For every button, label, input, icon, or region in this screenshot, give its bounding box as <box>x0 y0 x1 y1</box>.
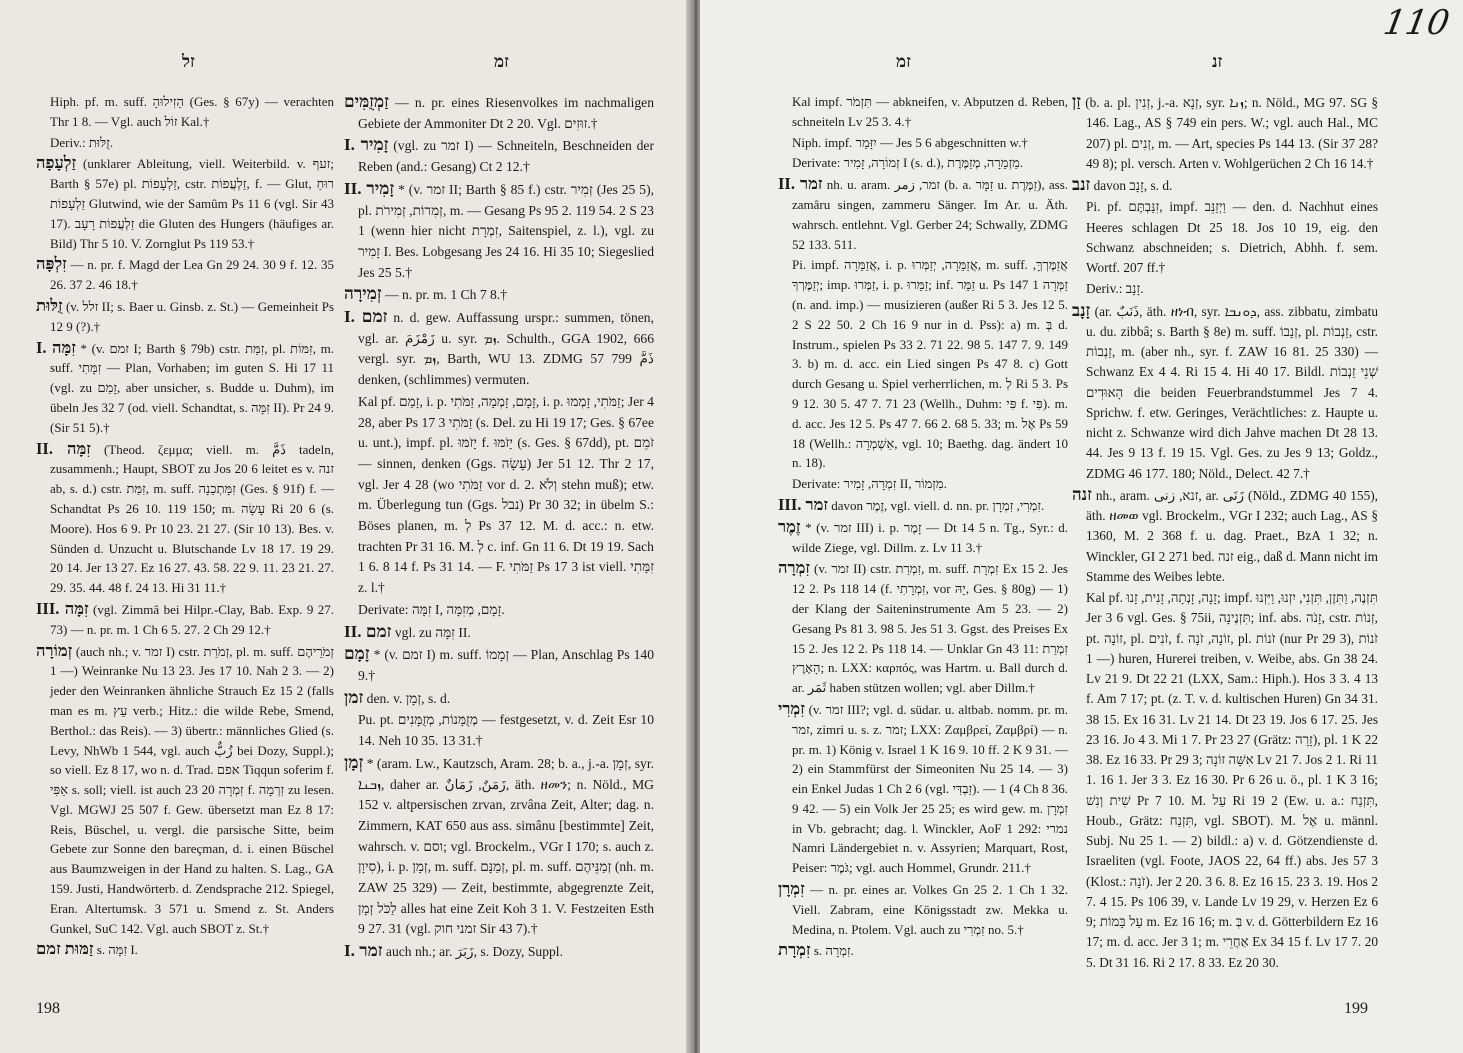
dictionary-entry <box>778 558 1068 698</box>
right-col-a <box>778 92 1068 962</box>
dictionary-entry <box>36 641 334 939</box>
dictionary-entry <box>344 710 654 751</box>
dictionary-entry <box>344 600 654 621</box>
entry-headword: III. זִמָּה <box>36 598 89 618</box>
entry-headword: זנה <box>1072 484 1092 504</box>
dictionary-entry <box>344 392 654 599</box>
dictionary-entry <box>778 495 1068 516</box>
entry-headword: II. זִמָּה <box>36 438 91 458</box>
entry-text: (v. זלל II; s. Baer u. Ginsb. z. St.) — Gemeinheit Ps 12 9 (?).† <box>50 298 335 334</box>
dictionary-entry <box>1072 92 1378 174</box>
dictionary-entry <box>344 135 654 177</box>
entry-text: Kal pf. זָנָה, זָנְתָה, זָנִית, זָנוּ; impf. תִּזְנֶה, וַתִּזֶן, תִּזְנִי, יִזְנוּ, וַיִּזְנוּ Jer 3 6 vgl. Ges. § 75ii, תִּזְנֶינָה; inf. abs. זָנֹה, cstr. זְנוֹת, pt. זוֹנָה, pl. זֹנִים, f. זוֹנָה, זֹנָה, pl. זֹנוֹת (nur Pr 29 3), זֹנוֹת — 1) huren, Hurerei treiben, v. Weibe, abs. Gn 38 24. Lv 21 9. Dt 22 21 (LXX, Sam.: Hiph.). Hos 3 3. 4 13 f. Am 7 17; pt. (z. T. v. d. kultischen Huren) Gn 34 31. 38 15. Ex 16 31. Lv 21 14. Dt 23 19. Jos 6 17. 25. Jes 23 16. Jo 4 3. Mi 1 7. Pr 23 27 (Grätz: זָרָה), pl. 1 K 22 38. Ez 16 33. Pr 29 3; אִשָּׁה זוֹנָה Lv 21 7. Jos 2 1. Ri 11 1. 16 1. Jer 3 3. Ez 16 30. Pr 6 26 u. ö., pl. 1 K 3 16; שִׁית וְנִשׁ Pr 7 10. M. עַל Ri 19 2 (Ew. u. a.: תִּזְנַח, Houb., Grätz: תִּזְנַח, vgl. SBOT). M. אֶל u. männl. Subj. Nu 25 1. — 2) bildl.: a) v. d. Götzendienste d. Israeliten (vgl. Foote, JAOS 22, 64 ff.) abs. Jes 57 3 (Klost.: זֹנָה). Jer 2 20. 3 6. 8. Ez 16 15. 23 3. 19. Hos 2 7. 4 15. Ps 106 39, v. Lande Lv 19 29, v. Herzen Ez 6 9; עַל בָּמוֹת m. Ez 16 16; m. בְּ v. d. Götterbildern Ez 16 17; m. d. acc. Jer 3 1; m. אַחֲרֵי Ex 34 15 f. Lv 17 7. 20 5. Dt 31 16. Ri 2 17. 8 33. Ez 20 30. <box>1086 590 1379 970</box>
entry-headword: זָמָם <box>344 644 370 664</box>
left-page-number: 198 <box>36 1000 60 1017</box>
handwritten-page-number: 110 <box>1380 3 1453 43</box>
entry-text: s. זִמְרָה. <box>813 943 854 959</box>
dictionary-entry <box>36 92 334 132</box>
dictionary-entry <box>36 439 334 598</box>
entry-text: auch nh.; ar. زَبَرَ, s. Dozy, Suppl. <box>385 944 563 960</box>
dictionary-entry <box>778 879 1068 939</box>
entry-text: Hiph. pf. m. suff. הֵזִילוּהָ (Ges. § 67y) — verachten Thr 1 8. — Vgl. auch זוֹל Kal.† <box>50 94 334 129</box>
entry-text: — n. pr. f. Magd der Lea Gn 29 24. 30 9 f. 12. 35 26. 37 2. 46 18.† <box>50 257 334 293</box>
dictionary-entry <box>1072 301 1378 484</box>
entry-text: * (v. זמר III) i. p. זָמֶר — Dt 14 5 n. Tg., Syr.: d. wilde Ziege, vgl. Dillm. z. Lv 11 3.† <box>792 519 1068 555</box>
entry-headword: I. זָמִיר <box>344 135 389 155</box>
entry-text: Derivate: זִמָּה I, זָמָם, מְזִמָּה. <box>358 601 505 617</box>
entry-headword: זנב <box>1072 175 1091 194</box>
entry-headword: זִמְרִי <box>778 698 805 718</box>
entry-text: (vgl. zu זמר I) — Schneiteln, Beschneiden der Reben (and.: Gesang) Ct 2 12.† <box>358 138 654 175</box>
entry-text: Deriv.: זָנָב. <box>1086 281 1144 297</box>
dictionary-entry <box>1072 485 1378 587</box>
entry-headword: I. זמם <box>344 307 388 327</box>
dictionary-entry <box>778 474 1068 494</box>
entry-headword: זַן <box>1072 92 1081 111</box>
entry-headword: זָנָב <box>1072 300 1091 320</box>
dictionary-entry <box>778 699 1068 878</box>
dictionary-entry <box>344 622 654 644</box>
dictionary-entry <box>778 174 1068 254</box>
left-page-header-right: זמ <box>494 52 509 72</box>
entry-headword: זֻלּוּת <box>36 295 63 315</box>
entry-text: s. זִמָּה I. <box>96 942 138 958</box>
dictionary-entry <box>36 254 334 295</box>
entry-text: (v. זמר III?; vgl. d. südar. u. altbab. nomm. pr. m. זמר, zimri u. s. z. זמר; LXX: Ζαμβρεί, Ζαμβρί) — n. pr. m. 1) König v. Israel 1 K 16 9. 10 ff. 2 K 9 31. — 2) ein Stammfürst der Simeoniten Nu 25 14. — 3) ein Enkel Judas 1 Ch 2 6 (vgl. זַבְדִּי). — 4) 1 Ch 8 36. 9 42. — 5) ein Volk Jer 25 25; es wird gew. m. זִמְרָן in Vb. gebracht; dag. l. Winckler, AoF 1 292: נמרי Namri Ländergebiet n. v. Assyrien; Marquart, Rost, Peiser: גֹּמֶר; vgl. auch Hommel, Grundr. 211.† <box>792 701 1069 876</box>
dictionary-entry <box>778 133 1068 153</box>
left-page-header-left: זל <box>182 52 195 72</box>
entry-text: Kal pf. זָמַם, i. p. זָמָם, זָמְמָה, זַמֹּתִי, i. p. זַמֹּתִי, זָמְמוּ; Jer 4 28, aber Ps 17 3 זַמֹּתִי (s. Del. zu Hi 19 17; Ges. § 67ee u. unt.), impf. pl. יָזֹמּוּ f. יָזֹמּוּ (s. Ges. § 67dd), pt. זֹמֵם — sinnen, denken (Ggs. עָשָׂה) Jer 51 12. Thr 2 17, vgl. Jer 4 28 (wo זַמֹּתִי vor d. 2. וְלֹא stehn muß); etw. m. Überlegung tun (Ggs. נבל) Pr 30 32; in übelm S.: Böses planen, m. לְ Ps 37 12. M. d. acc.: n. etw. trachten Pr 31 16. M. לְ c. inf. Gn 11 6. Dt 19 19. Sach 1 6. 8 14 f. Ps 31 14. — F. זַמֹּתִי Ps 17 3 ist viell. זִמָּתִי z. l.† <box>358 393 655 596</box>
entry-text: Pi. impf. אֲזַמֵּרָה, i. p. אֲזַמֵּרָה, יְזַמְּרוּ, m. suff. אֲזַמֶּרְךָּ, יְזַמֶּרְךָ; imp. זַמְּרוּ, i. p. זַמֵּרוּ; inf. זַמֵּר u. Ps 147 1 זַמְּרָה (n. and. imp.) — musizieren (außer Ri 5 3. Jes 12 5. 2 S 22 50. 2 Ch 16 9 nur in d. Pss): a) m. בְּ d. Instrum., spielen Ps 33 2. 71 22. 98 5. 147 7. 9. 149 3. b) m. d. acc. ein Lied singen Ps 47 8. c) Gott durch Gesang u. Spiel verherrlichen, m. לְ Ri 5 3. Ps 9 12. 30 5. 47 7. 71 23 (Wellh., Duhm: פִּי f. פִּי). m. d. acc. Jes 12 5. Ps 47 7. 66 2. 68 5. 33; m. אֶל Ps 59 18 (Wellh.: אַשְׁמְרָה, vgl. 10; Baethg. dag. ändert 10 n. 18). <box>792 257 1069 471</box>
dictionary-entry <box>344 92 654 134</box>
dictionary-entry <box>36 939 334 960</box>
dictionary-entry <box>36 338 334 438</box>
dictionary-entry <box>778 255 1068 473</box>
entry-text: n. d. gew. Auffassung urspr.: summen, tönen, vgl. ar. زَمْزَمَ u. syr. ܙܡ. Schulth., GGA 1902, 666 vergl. syr. ܙܡ, Barth, WU 13. ZDMG 57 799 ذَمَّ denken, (schlimmes) vermuten. <box>358 310 654 388</box>
dictionary-entry <box>1072 279 1378 299</box>
entry-text: (auch nh.; v. זמר I) cstr. זְמֹרַת, pl. m. suff. זְמֹרֵיהֶם — 1) Weinranke Nu 13 23. Jes 17 10. Nah 2 3. — 2) jeder den Weinranken ähnliche Strauch Ez 15 2 (falls man es m. עֵץ verb.; Hitz.: die wilde Rebe, Smend, Berthol.: das Reis). — 3) übertr.: männliches Glied (s. Levy, NhWb 1 544, vgl. auch زُبٌّ bei Dozy, Suppl.); so viell. Ez 8 17, wo n. d. Trad. אפם Tiqqun soferim f. אַפִּי s. soll; viell. ist auch 23 20 זִמְרָה f. זִרְמָה zu lesen. Vgl. MGWJ 25 507 f. Gew. übersetzt man Ez 8 17: Reis, Büschel, u. vergl. die parsische Sitte, beim Gebete zur Sonne den bareçman, d. i. einen Büschel aus Baumzweigen in der Hand zu halten. S. Lag., GA 159. Justi, Handwörterb. d. Zendsprache 212. Spiegel, Eran. Altertumsk. 3 571 u. Smend z. St. Anders Gunkel, SuC 142. Vgl. auch SBOT z. St.† <box>50 643 334 936</box>
dictionary-entry <box>778 153 1068 173</box>
dictionary-entry <box>36 599 334 640</box>
dictionary-entry <box>344 307 654 391</box>
entry-headword: I. זמר <box>344 941 383 961</box>
right-page-header-left: זמ <box>896 52 911 72</box>
left-col-a <box>36 92 334 961</box>
entry-headword: זְמוֹרָה <box>36 640 73 660</box>
dictionary-entry <box>778 517 1068 558</box>
entry-text: — n. pr. eines Riesenvolkes im nachmaligen Gebiete der Ammoniter Dt 2 20. Vgl. זוּזִים.† <box>358 95 654 131</box>
entry-text: Derivate: זִמְרָה, זָמִיר II, מִזְמוֹר. <box>792 476 947 492</box>
entry-text: davon זָנָב, s. d. <box>1093 178 1173 193</box>
left-page <box>0 0 693 1053</box>
dictionary-entry <box>344 179 654 284</box>
dictionary-entry <box>1072 197 1378 278</box>
right-page <box>700 0 1463 1053</box>
entry-headword: זַמּוּת זמם <box>36 939 94 959</box>
entry-text: — n. pr. eines ar. Volkes Gn 25 2. 1 Ch 1 32. Viell. Zabram, eine Königsstadt zw. Mekka u. Medina, n. Ptolem. Vgl. auch zu זִמְרִי no. 5.† <box>792 882 1068 937</box>
entry-headword: III. זמר <box>778 494 829 514</box>
left-col-b <box>344 92 654 964</box>
dictionary-entry <box>778 92 1068 132</box>
entry-text: davon זֶמֶר, vgl. viell. d. nn. pr. זִמְרִי, זִמְרָן. <box>831 497 1045 513</box>
entry-headword: II. זמר <box>778 174 823 194</box>
dictionary-entry <box>344 941 654 963</box>
entry-headword: I. זִמָּה <box>36 337 76 357</box>
entry-text: * (aram. Lw., Kautzsch, Aram. 28; b. a., j.-a. זְמָן, syr. ܙܒܢܐ, daher ar. زَمَنٌ, زَمَانٌ, äth. ዘመን; n. Nöld., MG 152 v. altpersischen zrvan, zrvâna Zeit, Alter; dag. n. Zimmern, KAT 650 aus ass. simânu [bestimmte] Zeit, wahrsch. v. וסם; vgl. Brockelm., VGr I 170; s. auch z. סִיוָן), i. p. זְמָן, m. suff. זְמַנָּם, pl. m. suff. זְמַנֵּיהֶם (nh. m. ZAW 25 329) — Zeit, bestimmte, abgegrenzte Zeit, לַכֹּל זְמָן alles hat eine Zeit Koh 3 1. V. Festzeiten Esth 9 27. 31 (vgl. זמני חוק Sir 43 7).† <box>358 755 655 937</box>
dictionary-entry <box>344 753 654 940</box>
dictionary-entry <box>1072 175 1378 196</box>
dictionary-entry <box>344 284 654 306</box>
entry-headword: זַלְעָפָה <box>36 153 77 173</box>
entry-text: (b. a. pl. זְנִין, j.-a. זְנָא, syr. ܙܢܐ; n. Nöld., MG 97. SG § 146. Lag., AS § 749 ein pers. W.; vgl. auch Hal., MC 207) pl. זְנִים, m. — Art, species Ps 144 13. (Sir 37 28? 49 8); pl. versch. Arten v. Wohlgerüchen 2 Ch 16 14.† <box>1085 95 1378 171</box>
right-col-b <box>1072 92 1378 974</box>
entry-text: — n. pr. m. 1 Ch 7 8.† <box>385 287 508 303</box>
entry-text: Pi. pf. זִנַּבְתֶּם, impf. וַיְזַנֵּב — den. d. Nachhut eines Heeres schlagen Dt 25 18. Jos 10 19, eig. den Schwanz abschneiden; s. Dietrich, Abhh. f. sem. Wortf. 207 ff.† <box>1086 199 1378 275</box>
entry-text: nh. u. aram. זמר, زمر (b. a. זַמָּר u. זַמֶּרֶת), ass. zamâru singen, zammeru Sänger. Im Ar. u. Äth. wahrsch. entlehnt. Vgl. Gerber 24; Schwally, ZDMG 52 133. 511. <box>792 177 1069 252</box>
entry-text: Deriv.: זֻלּוּת. <box>50 134 114 150</box>
entry-headword: זמן <box>344 687 364 707</box>
right-page-header-right: זנ <box>1212 52 1223 72</box>
entry-text: (v. זמר II) cstr. זִמְרַת, m. suff. זִמְרָת Ex 15 2. Jes 12 2. Ps 118 14 (f. זִמְרָתִי, vor יָהּ, Ges. § 80g) — 1) der Klang der Saiteninstrumente Am 5 23. — 2) Gesang Ps 81 3. 98 5. Jes 51 3. Ggst. des Preises Ex 15 2. Jes 12 2. Ps 118 14. — Unklar Gn 43 11: זִמְרַת הָאָרֶץ; n. LXX: καρπός, was Hartm. u. Ball durch d. ar. ثَمَر haben stützen wollen; vgl. aber Dillm.† <box>792 561 1068 696</box>
dictionary-entry <box>36 133 334 153</box>
dictionary-entry <box>36 296 334 337</box>
entry-text: Kal impf. תִּזְמֹר — abkneifen, v. Abputzen d. Reben, schneiteln Lv 25 3. 4.† <box>792 94 1068 129</box>
dictionary-entry <box>344 644 654 686</box>
entry-headword: זְמִירָה <box>344 284 382 304</box>
entry-text: (ar. ذَنَبٌ, äth. ዘነብ, syr. ܕܘܢܒܐ, ass. zibbatu, zimbatu u. du. zibbâ; s. Barth § 8e) m. suff. זְנָבוֹ, pl. זַנְבוֹת, cstr. זַנְבוֹת, m. (aber nh., syr. f. ZAW 16 81. 25 330) — Schwanz Ex 4 4. Ri 15 4. Hi 40 17. Bildl. שְׁנֵי זַנְבוֹת הָאוּדִים die beiden Feuerbrandstummel Jes 7 4. Sprichw. f. etw. Geringes, Verächtliches: z. Haupte u. nicht z. Schwanze wird dich Jahve machen Dt 28 13. 44. Jes 9 13 f. 19 15. Vgl. Ges. zu Jes 9 13; Goldz., ZDMG 46 177. 180; Nöld., Delect. 42 7.† <box>1086 303 1378 481</box>
entry-text: * (v. זמם I; Barth § 79b) cstr. זִמַּת, pl. זִמּוֹת, m. suff. זִמָּתִי — Plan, Vorhaben; im guten S. Hi 17 11 (vgl. zu זָמַם, aber unsicher, s. Budde u. Duhm), im übeln Jes 32 7 (od. viell. Schandtat, s. זִמָּה II). Pr 24 9. (Sir 51 5).† <box>50 340 335 435</box>
entry-headword: זַמְזֻמִּים <box>344 92 389 111</box>
entry-text: den. v. זְמָן, s. d. <box>366 690 451 706</box>
entry-headword: II. זמם <box>344 621 392 641</box>
entry-headword: זְמָן <box>344 752 364 772</box>
entry-text: Derivate: זְמוֹרָה, זָמִיר I (s. d.), מַזְמֵרָה, מְזַמֶּרֶת. <box>792 155 1024 171</box>
entry-text: * (v. זמר II; Barth § 85 f.) cstr. זְמִיר (Jes 25 5), pl. זְמִרוֹת, זְמִירֹת, m. — Gesang Ps 95 2. 119 54. 2 S 23 1 (wenn hier nicht זִמְרָת, Saitenspiel, z. l.), vgl. zu זָמִיר I. Bes. Lobgesang Jes 24 16. Hi 35 10; Siegeslied Jes 25 5.† <box>358 181 654 280</box>
entry-headword: זִלְפָּה <box>36 254 67 274</box>
dictionary-entry <box>1072 588 1378 973</box>
entry-text: * (v. זמם I) m. suff. זְמָמוֹ — Plan, Anschlag Ps 140 9.† <box>358 647 654 683</box>
dictionary-entry <box>36 153 334 253</box>
entry-headword: זֶמֶר <box>778 516 801 536</box>
entry-headword: זִמְרָת <box>778 940 811 960</box>
entry-text: nh., aram. זנא, زنى, ar. زَنَى (Nöld., ZDMG 40 155), äth. ዘመወ vgl. Brockelm., VGr I 232; auch Lag., AS § 1360, M. 2 368 f. u. dag. Praet., BzA 1 32; n. Winckler, GI 2 271 bed. זנה eig., daß d. Mann nicht im Stamme des Weibes lebte. <box>1086 487 1379 584</box>
entry-text: vgl. zu זִמָּה II. <box>394 624 471 640</box>
entry-text: (vgl. Zimmâ bei Hilpr.-Clay, Bab. Exp. 9 27. 73) — n. pr. m. 1 Ch 6 5. 27. 2 Ch 29 12.† <box>50 601 335 637</box>
entry-headword: II. זָמִיר <box>344 178 395 198</box>
entry-text: Niph. impf. יִזָּמֵר — Jes 5 6 abgeschnitten w.† <box>792 134 1028 150</box>
entry-text: Pu. pt. מְזֻמָּנוֹת, מְזֻמָּנִים — festgesetzt, v. d. Zeit Esr 10 14. Neh 10 35. 13 31.† <box>358 712 654 749</box>
entry-text: (unklarer Ableitung, viell. Weiterbild. v. זעף; Barth § 57e) pl. זַלְעָפוֹת, cstr. זַלְעֲפוֹת, f. — Glut, רוּחַ זַלְעָפוֹת Glutwind, wie der Samûm Ps 11 6 (vgl. Sir 43 17). זַלְעֲפוֹת רָעָב die Gluten des Hungers (häufiges ar. Bild) Thr 5 10. V. Zornglut Ps 119 53.† <box>50 156 334 251</box>
right-page-number: 199 <box>1344 1000 1368 1017</box>
dictionary-entry <box>778 940 1068 961</box>
entry-text: (Theod. ζεμμα; viell. m. ذَمَّ tadeln, zusammenh.; Haupt, SBOT zu Jos 20 6 leitet es v. זנה ab, s. d.) cstr. זִמַּת, m. suff. זִמָּתְכֵנָה (Ges. § 91f) f. — Schandtat Ps 26 10. 119 150; m. עָשָׂה Ri 20 6 (s. Moore). Hos 6 9. Pr 10 23. 21 27. (Sir 10 13). Bes. v. Sünden d. Unzucht u. Blutschande Lv 18 17. 19 29. 20 14. Jer 13 27. Ez 16 27. 43. 58. 22 9. 11. 23 21. 27. 29. 35. 44. 48 f. 24 13. Hi 31 11.† <box>50 441 335 596</box>
entry-headword: זִמְרָה <box>778 558 810 578</box>
entry-headword: זִמְרָן <box>778 879 805 899</box>
dictionary-entry <box>344 688 654 710</box>
